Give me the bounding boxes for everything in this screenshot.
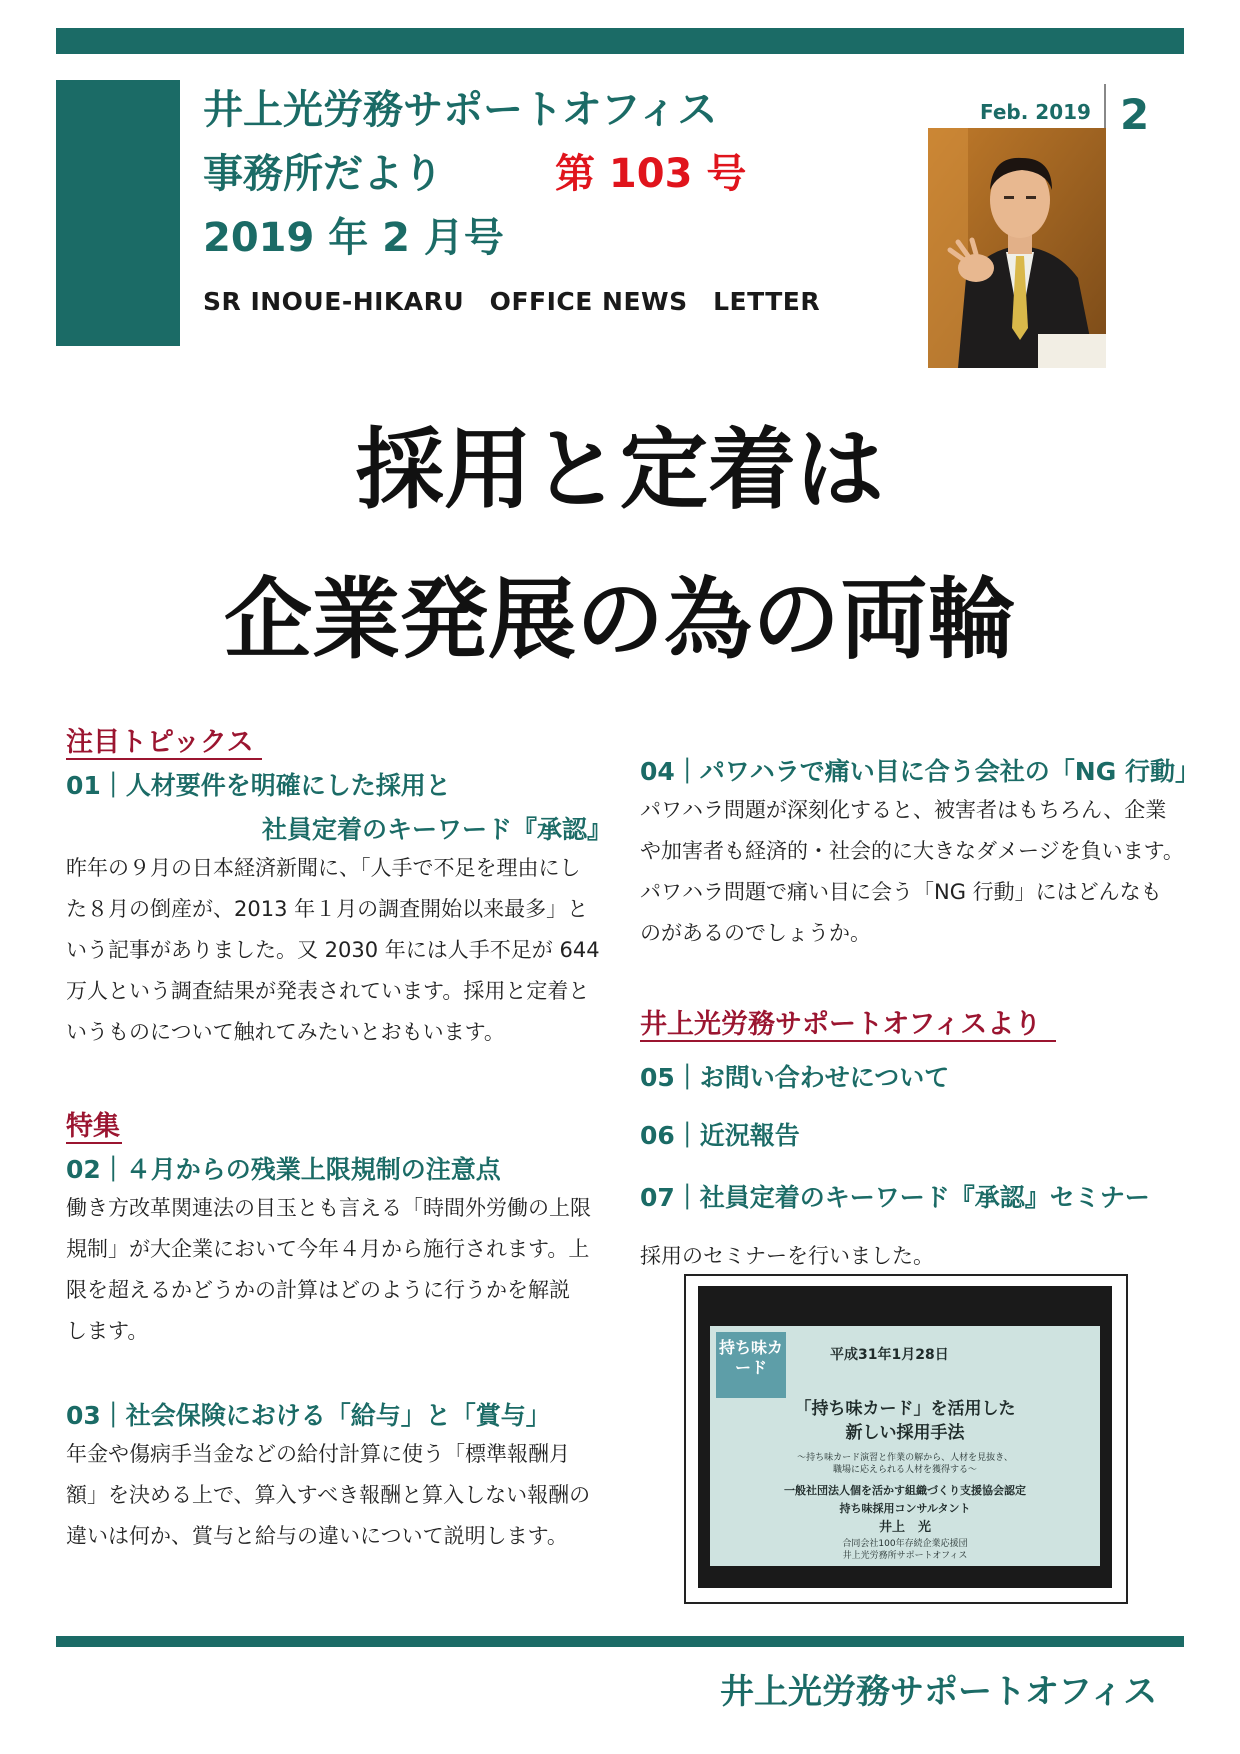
office-name: 井上光労務サポートオフィス <box>203 87 718 133</box>
month-issue: 2019 年 2 月号 <box>203 215 504 261</box>
slide-company1: 合同会社100年存続企業応援団 <box>842 1539 968 1549</box>
body-line: や加害者も経済的・社会的に大きなダメージを負います。 <box>640 839 1184 863</box>
slide-company2: 井上光労務所サポートオフィス <box>842 1551 968 1561</box>
slide-title-line1: 「持ち味カード」を活用した <box>794 1399 1016 1419</box>
body-line: パワハラ問題で痛い目に会う「NG 行動」にはどんなも <box>640 880 1162 904</box>
section-underline <box>66 758 262 760</box>
topic-06-title[interactable]: 06｜近況報告 <box>640 1121 800 1150</box>
masthead-side-block <box>56 80 180 346</box>
english-title: SR INOUE-HIKARU OFFICE NEWS LETTER <box>203 287 821 316</box>
section-title-special-feature: 特集 <box>66 1111 120 1142</box>
issue-date: Feb. 2019 <box>980 100 1091 124</box>
author-photo <box>928 128 1106 368</box>
slide-org: 一般社団法人個を活かす組織づくり支援協会認定 <box>784 1484 1026 1497</box>
body-line: いう記事がありました。又 2030 年には人手不足が 644 <box>66 938 600 962</box>
topic-05-title[interactable]: 05｜お問い合わせについて <box>640 1063 950 1092</box>
topic-02-title[interactable]: 02｜４月からの残業上限規制の注意点 <box>66 1155 501 1184</box>
newsletter-name: 事務所だより <box>203 151 443 197</box>
projector-screen <box>698 1286 1112 1588</box>
body-line: 万人という調査結果が発表されています。採用と定着と <box>66 979 590 1003</box>
section-title-featured-topics: 注目トピックス <box>66 727 254 758</box>
headline-line2: 企業発展の為の両輪 <box>223 568 1016 671</box>
body-line: パワハラ問題が深刻化すると、被害者はもちろん、企業 <box>640 798 1167 822</box>
body-line: 規制」が大企業において今年４月から施行されます。上 <box>66 1237 590 1261</box>
topic-04-body <box>640 790 1190 954</box>
topic-04-title[interactable]: 04｜パワハラで痛い目に合う会社の「NG 行動」 <box>640 757 1200 786</box>
topic-02-body <box>66 1188 611 1352</box>
topic-03-body <box>66 1434 611 1557</box>
body-line: た８月の倒産が、2013 年１月の調査開始以来最多」と <box>66 897 589 921</box>
section-underline <box>640 1040 1056 1042</box>
slide-book-title: 持ち味カード <box>718 1338 783 1377</box>
topic-07-title[interactable]: 07｜社員定着のキーワード『承認』セミナー <box>640 1183 1150 1212</box>
slide-subtitle2: 職場に応えられる人材を獲得する～ <box>832 1465 977 1475</box>
footer-office-name: 井上光労務サポートオフィス <box>720 1672 1158 1712</box>
section-underline <box>66 1142 122 1144</box>
slide-date: 平成31年1月28日 <box>830 1347 949 1363</box>
slide-title-line2: 新しい採用手法 <box>845 1423 965 1443</box>
body-line: 昨年の９月の日本経済新聞に、「人手で不足を理由にし <box>66 856 581 880</box>
body-line: 違いは何か、賞与と給与の違いについて説明します。 <box>66 1524 568 1548</box>
topic-01-body <box>66 848 611 1053</box>
seminar-photo <box>684 1274 1128 1604</box>
seminar-slide <box>710 1326 1100 1566</box>
topic-01-title-line1[interactable]: 01｜人材要件を明確にした採用と <box>66 771 451 800</box>
headline-line1: 採用と定着は <box>355 418 884 521</box>
body-line: のがあるのでしょうか。 <box>640 921 871 945</box>
body-line: します。 <box>66 1319 149 1343</box>
body-line: 年金や傷病手当金などの給付計算に使う「標準報酬月 <box>66 1442 570 1466</box>
slide-name: 井上 光 <box>878 1520 931 1535</box>
section-title-from-office: 井上光労務サポートオフィスより <box>640 1009 1042 1040</box>
body-line: 働き方改革関連法の目玉とも言える「時間外労働の上限 <box>66 1196 591 1220</box>
topic-07-body: 採用のセミナーを行いました。 <box>640 1244 934 1268</box>
body-line: 限を超えるかどうかの計算はどのように行うかを解説 <box>66 1278 570 1302</box>
top-accent-bar <box>56 28 1184 54</box>
topic-03-title[interactable]: 03｜社会保険における「給与」と「賞与」 <box>66 1401 551 1430</box>
topic-01-title-line2[interactable]: 社員定着のキーワード『承認』 <box>262 815 613 844</box>
body-line: いうものについて触れてみたいとおもいます。 <box>66 1020 505 1044</box>
slide-role: 持ち味採用コンサルタント <box>839 1502 971 1515</box>
slide-subtitle: ～持ち味カード演習と作業の解から、人材を見抜き、 <box>797 1453 1013 1463</box>
bottom-accent-bar <box>56 1636 1184 1647</box>
page-number: 2 <box>1120 90 1150 139</box>
issue-number: 第 103 号 <box>555 151 747 197</box>
body-line: 額」を決める上で、算入すべき報酬と算入しない報酬の <box>66 1483 591 1507</box>
